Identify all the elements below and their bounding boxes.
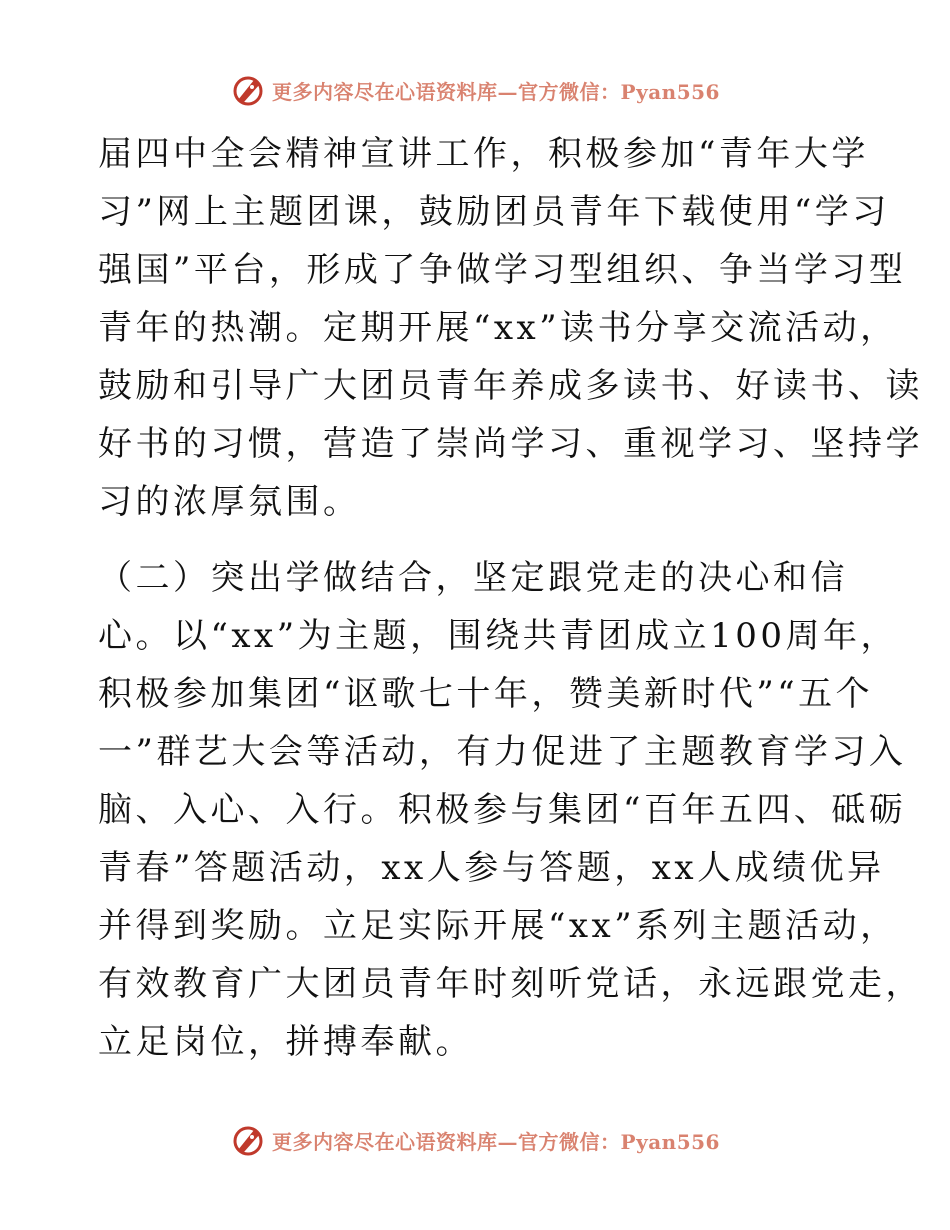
paragraph-1 — [98, 125, 923, 531]
header-watermark-text: 更多内容尽在心语资料库—官方微信：Pyan556 — [272, 79, 720, 104]
text-line: 习的浓厚氛围。 — [98, 482, 361, 522]
footer-watermark — [0, 1120, 950, 1160]
footer-watermark-text: 更多内容尽在心语资料库—官方微信：Pyan556 — [272, 1129, 720, 1154]
text-line: 鼓励和引导广大团员青年养成多读书、好读书、读 — [98, 366, 923, 406]
text-line: 一”群艺大会等活动，有力促进了主题教育学习入 — [98, 732, 907, 772]
text-line: 脑、入心、入行。积极参与集团“百年五四、砥砺 — [98, 790, 907, 830]
pen-nib-logo-icon — [230, 72, 266, 108]
text-line: 并得到奖励。立足实际开展“xx”系列主题活动， — [98, 906, 898, 946]
text-line: 立足岗位，拼搏奉献。 — [98, 1022, 473, 1062]
document-body — [98, 125, 923, 1071]
text-line: （二）突出学做结合，坚定跟党走的决心和信 — [98, 558, 848, 598]
text-line: 积极参加集团“讴歌七十年，赞美新时代”“五个 — [98, 674, 874, 714]
text-line: 强国”平台，形成了争做学习型组织、争当学习型 — [98, 250, 907, 290]
text-line: 好书的习惯，营造了崇尚学习、重视学习、坚持学 — [98, 424, 923, 464]
pen-nib-logo-icon — [230, 1122, 266, 1158]
text-line: 届四中全会精神宣讲工作，积极参加“青年大学 — [98, 134, 869, 174]
text-line: 习”网上主题团课，鼓励团员青年下载使用“学习 — [98, 192, 890, 232]
text-line: 有效教育广大团员青年时刻听党话，永远跟党走， — [98, 964, 923, 1004]
text-line: 青年的热潮。定期开展“xx”读书分享交流活动， — [98, 308, 898, 348]
paragraph-2 — [98, 549, 923, 1071]
header-watermark — [0, 70, 950, 110]
text-line: 心。以“xx”为主题，围绕共青团成立100周年， — [98, 616, 899, 656]
text-line: 青春”答题活动，xx人参与答题，xx人成绩优异 — [98, 848, 885, 888]
